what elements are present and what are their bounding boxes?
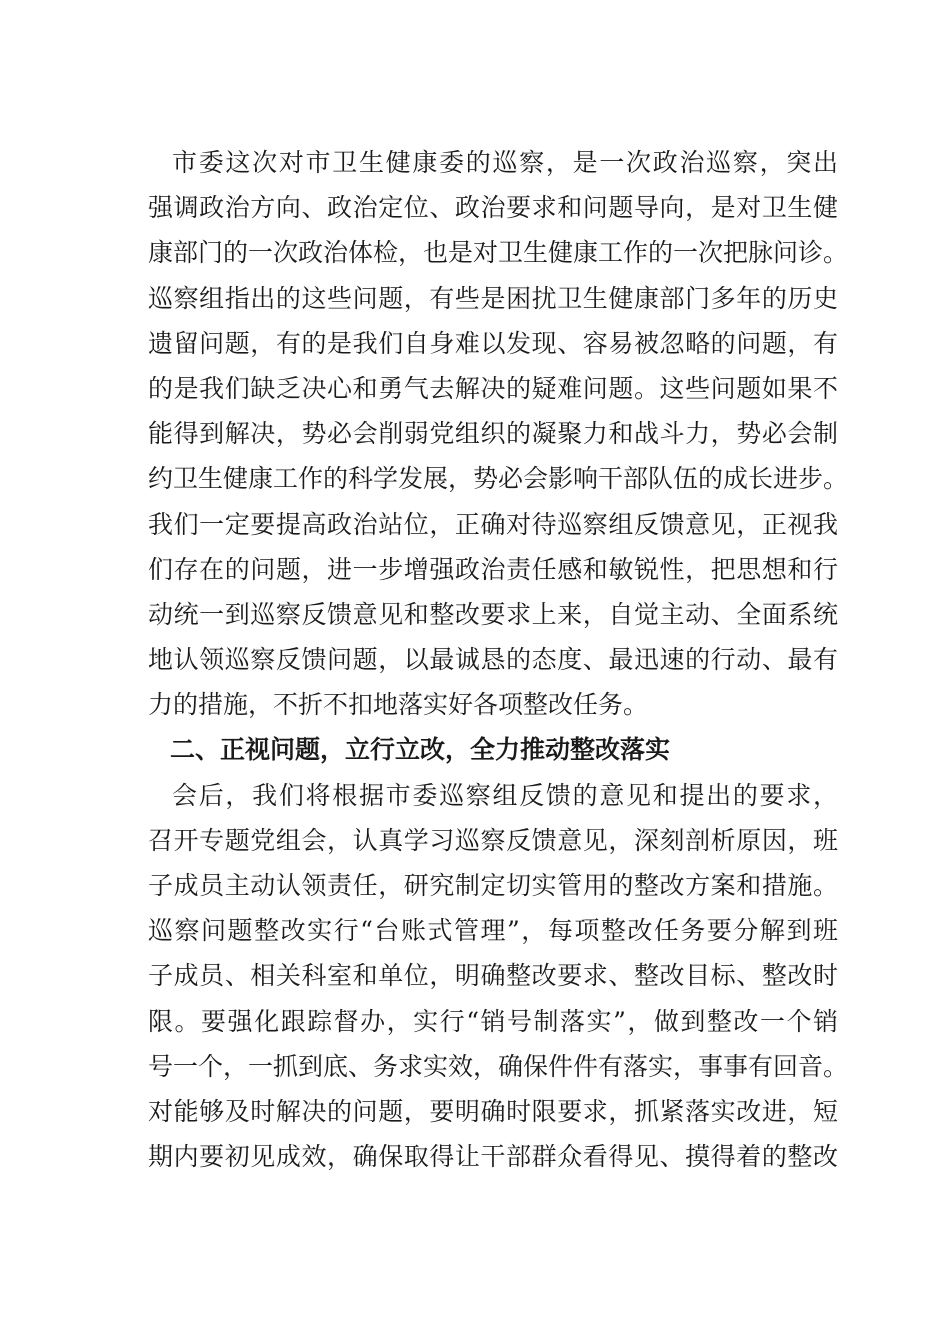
document-body: [148, 140, 849, 1179]
paragraph-1: [148, 140, 849, 727]
paragraph-line: 巡察组指出的这些问题，有些是困扰卫生健康部门多年的历史: [148, 283, 838, 313]
paragraph-line: 能得到解决，势必会削弱党组织的凝聚力和战斗力，势必会制: [148, 419, 838, 449]
paragraph-line: 市委这次对市卫生健康委的巡察，是一次政治巡察，突出: [172, 148, 838, 177]
paragraph-line: 期内要初见成效，确保取得让干部群众看得见、摸得着的整改: [148, 1142, 838, 1172]
paragraph-line: 子成员主动认领责任，研究制定切实管用的整改方案和措施。: [148, 871, 838, 900]
paragraph-line: 动统一到巡察反馈意见和整改要求上来，自觉主动、全面系统: [148, 599, 838, 629]
paragraph-line: 的是我们缺乏决心和勇气去解决的疑难问题。这些问题如果不: [148, 373, 838, 403]
paragraph-line: 我们一定要提高政治站位，正确对待巡察组反馈意见，正视我: [148, 509, 838, 539]
paragraph-line: 们存在的问题，进一步增强政治责任感和敏锐性，把思想和行: [148, 554, 838, 584]
paragraph-line: 会后，我们将根据市委巡察组反馈的意见和提出的要求，: [172, 780, 838, 810]
paragraph-line: 号一个，一抓到底、务求实效，确保件件有落实，事事有回音。: [148, 1051, 849, 1081]
paragraph-line: 强调政治方向、政治定位、政治要求和问题导向，是对卫生健: [148, 193, 838, 223]
paragraph-line: 召开专题党组会，认真学习巡察反馈意见，深刻剖析原因，班: [148, 825, 838, 855]
paragraph-line: 巡察问题整改实行“台账式管理”，每项整改任务要分解到班: [148, 916, 838, 946]
paragraph-2: [148, 773, 849, 1180]
paragraph-line: 康部门的一次政治体检，也是对卫生健康工作的一次把脉问诊。: [148, 238, 849, 268]
section-heading: 二、正视问题，立行立改，全力推动整改落实: [170, 735, 671, 765]
paragraph-line: 限。要强化跟踪督办，实行“销号制落实”，做到整改一个销: [148, 1006, 838, 1036]
paragraph-line: 对能够及时解决的问题，要明确时限要求，抓紧落实改进，短: [148, 1096, 838, 1126]
paragraph-line: 约卫生健康工作的科学发展，势必会影响干部队伍的成长进步。: [148, 464, 849, 494]
paragraph-line: 子成员、相关科室和单位，明确整改要求、整改目标、整改时: [148, 961, 838, 991]
paragraph-line: 地认领巡察反馈问题，以最诚恳的态度、最迅速的行动、最有: [148, 645, 838, 675]
paragraph-line: 力的措施，不折不扣地落实好各项整改任务。: [148, 690, 649, 720]
paragraph-line: 遗留问题，有的是我们自身难以发现、容易被忽略的问题，有: [148, 328, 838, 358]
